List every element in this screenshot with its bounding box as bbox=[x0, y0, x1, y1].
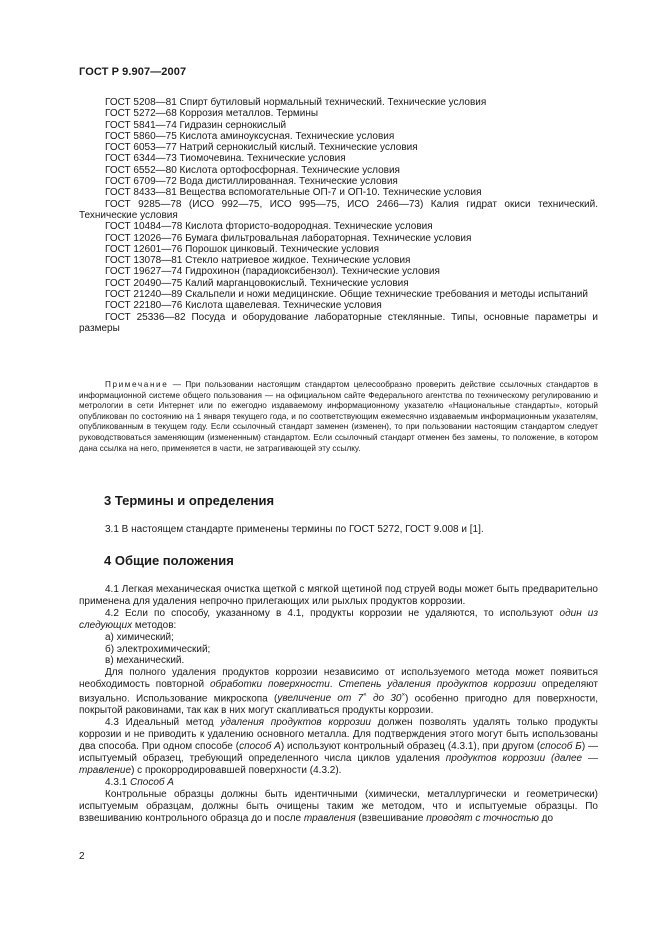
paragraph-3-1: 3.1 В настоящем стандарте применены термины по ГОСТ 5272, ГОСТ 9.008 и [1]. bbox=[105, 524, 484, 535]
paragraph-4-3-1: 4.3.1 Способ А bbox=[105, 776, 174, 788]
reference-item: ГОСТ 10484—78 Кислота фтористо-водородная. Технические условия bbox=[105, 221, 433, 233]
reference-item: ГОСТ 5841—74 Гидразин сернокислый bbox=[105, 119, 287, 131]
reference-item: ГОСТ 21240—89 Скальпели и ножи медицинские. Общие технические требования и методы испытаний bbox=[105, 289, 588, 301]
reference-item: ГОСТ 6709—72 Вода дистиллированная. Технические условия bbox=[105, 176, 398, 188]
paragraph-4-3: 4.3 Идеальный метод удаления продуктов коррозии должен позволять удалять только продукты коррозии и не приводить к удалению основного металла. Для подтверждения этого могут быть использованы два способа. При одном способе (способ А) используют контрольный образец (4.3.1), при другом (способ Б) — испытуемый образец, требующий определенного числа циклов удаления продуктов коррозии (далее — травление) с прокорродировавшей поверхности (4.3.2). bbox=[79, 717, 599, 776]
page-number: 2 bbox=[79, 851, 85, 862]
reference-item: ГОСТ 9285—78 (ИСО 992—75, ИСО 995—75, ИСО 2466—73) Калия гидрат окиси технический. Технические условия bbox=[79, 198, 598, 221]
paragraph-4-1: 4.1 Легкая механическая очистка щеткой с мягкой щетиной под струей воды может быть предварительно применена для удаления непрочно прилегающих или рыхлых продуктов коррозии. bbox=[79, 584, 598, 607]
references-list bbox=[79, 97, 598, 334]
note-paragraph bbox=[79, 380, 598, 454]
paragraph-full-removal: Для полного удаления продуктов коррозии независимо от используемого метода может появиться необходимость повторной обработки поверхности. Степень удаления продуктов коррозии определяют визуально. Использование микроскопа (увеличение от 7× до 30×) особенно пригодно для поверхности, покрытой раковинами, так как в них могут скапливаться продукты коррозии. bbox=[79, 667, 599, 717]
section-4-body bbox=[79, 584, 598, 824]
paragraph-control-samples: Контрольные образцы должны быть идентичными (химически, металлургически и геометрически) испытуемым образцам, должны быть очищены таким же методом, что и испытуемые образцы. По взвешиванию контрольного образца до и после травления (взвешивание проводят с точностью до bbox=[79, 788, 598, 824]
reference-item: ГОСТ 22180—76 Кислота щавелевая. Технические условия bbox=[105, 300, 382, 312]
note-text: — При пользовании настоящим стандартом целесообразно проверить действие ссылочных стандартов в информационной системе общего пользования — на официальном сайте Федерального агентства по техническому регулированию и метрологии в сети Интернет или по ежегодно издаваемому информационному указателю «Национальные стандарты», который опубликован по состоянию на 1 января текущего года, и по соответствующим ежемесячно издаваемым информационным указателям, опубликованным в текущем году. Если ссылочный стандарт заменен (изменен), то при пользовании настоящим стандартом следует руководствоваться заменяющим (измененным) стандартом. Если ссылочный стандарт отменен без замены, то положение, в котором дана ссылка на него, применяется в части, не затрагивающей эту ссылку. bbox=[79, 380, 598, 453]
note-label: Примечание bbox=[105, 380, 169, 389]
list-item-c: в) механический. bbox=[105, 655, 185, 667]
reference-item: ГОСТ 6053—77 Натрий сернокислый кислый. Технические условия bbox=[105, 142, 418, 154]
reference-item: ГОСТ 25336—82 Посуда и оборудование лабораторные стеклянные. Типы, основные параметры и размеры bbox=[79, 311, 598, 334]
reference-item: ГОСТ 13078—81 Стекло натриевое жидкое. Технические условия bbox=[105, 255, 411, 267]
section-3-title: 3 Термины и определения bbox=[104, 493, 275, 508]
reference-item: ГОСТ 12026—76 Бумага фильтровальная лабораторная. Технические условия bbox=[105, 232, 472, 244]
reference-item: ГОСТ 5860—75 Кислота аминоуксусная. Технические условия bbox=[105, 130, 395, 142]
list-item-a: а) химический; bbox=[105, 631, 174, 643]
reference-item: ГОСТ 20490—75 Калий марганцовокислый. Технические условия bbox=[105, 277, 409, 289]
reference-item: ГОСТ 6344—73 Тиомочевина. Технические условия bbox=[105, 153, 346, 165]
reference-item: ГОСТ 5272—68 Коррозия металлов. Термины bbox=[105, 108, 319, 120]
reference-item: ГОСТ 5208—81 Спирт бутиловый нормальный технический. Технические условия bbox=[105, 97, 487, 108]
reference-item: ГОСТ 8433—81 Вещества вспомогательные ОП-7 и ОП-10. Технические условия bbox=[105, 187, 482, 199]
reference-item: ГОСТ 19627—74 Гидрохинон (парадиоксибензол). Технические условия bbox=[105, 266, 440, 278]
document-header: ГОСТ Р 9.907—2007 bbox=[79, 66, 187, 78]
list-item-b: б) электрохимический; bbox=[105, 643, 211, 655]
section-4-title: 4 Общие положения bbox=[104, 553, 234, 568]
paragraph-4-2: 4.2 Если по способу, указанному в 4.1, продукты коррозии не удаляются, то используют один из следующих методов: bbox=[79, 607, 598, 631]
reference-item: ГОСТ 12601—76 Порошок цинковый. Технические условия bbox=[105, 243, 380, 255]
reference-item: ГОСТ 6552—80 Кислота ортофосфорная. Технические условия bbox=[105, 164, 400, 176]
